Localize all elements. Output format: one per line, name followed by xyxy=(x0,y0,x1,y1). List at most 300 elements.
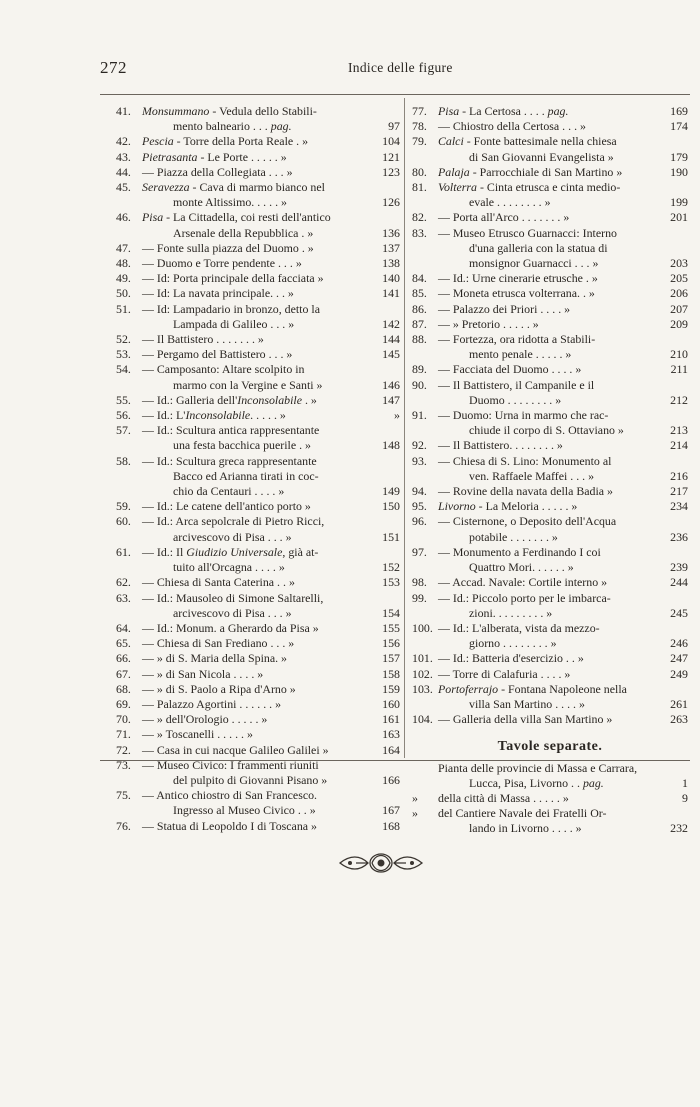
entry-page: 121 xyxy=(382,149,400,164)
entry-line xyxy=(116,651,400,666)
entry-page: 141 xyxy=(382,286,400,301)
entry-line xyxy=(116,347,400,362)
entry-text: — Id.: Scultura antica rappresentante xyxy=(142,423,320,438)
entry-number: 45. xyxy=(116,180,131,195)
index-entry xyxy=(116,697,400,712)
entry-page: 232 xyxy=(670,821,688,836)
entry-text: — Moneta etrusca volterrana. . » xyxy=(438,286,595,301)
ornament-tailpiece-icon xyxy=(336,846,426,880)
index-entry xyxy=(412,438,688,453)
entry-text: evale . . . . . . . . » xyxy=(469,195,551,210)
entry-number: 65. xyxy=(116,636,131,651)
entry-text: — » di S. Maria della Spina. » xyxy=(142,651,287,666)
entry-line xyxy=(116,697,400,712)
entry-line xyxy=(412,454,688,469)
entry-line xyxy=(116,317,400,332)
entry-line xyxy=(412,591,688,606)
entry-text: Ingresso al Museo Civico . . » xyxy=(173,803,316,818)
left-column xyxy=(116,104,400,834)
index-entry xyxy=(116,423,400,453)
index-entry xyxy=(412,499,688,514)
index-entry xyxy=(116,332,400,347)
entry-page: 156 xyxy=(382,636,400,651)
entry-text: del Cantiere Navale dei Fratelli Or- xyxy=(438,806,607,821)
entry-line xyxy=(116,484,400,499)
index-entry xyxy=(116,788,400,818)
entry-line xyxy=(412,134,688,149)
entry-text: Pianta delle provincie di Massa e Carrara, xyxy=(438,760,638,775)
entry-line xyxy=(116,210,400,225)
entry-line xyxy=(412,302,688,317)
entry-text: — Piazza della Collegiata . . . » xyxy=(142,164,293,179)
entry-page: 154 xyxy=(382,605,400,620)
index-entry xyxy=(116,682,400,697)
entry-number: 96. xyxy=(412,514,427,529)
index-entry xyxy=(412,332,688,362)
entry-text: giorno . . . . . . . . » xyxy=(469,636,557,651)
entry-page: 153 xyxy=(382,575,400,590)
entry-page: 203 xyxy=(670,256,688,271)
entry-page: » xyxy=(394,408,400,423)
entry-line xyxy=(412,256,688,271)
entry-line xyxy=(116,438,400,453)
entry-number: 104. xyxy=(412,712,433,727)
entry-number: » xyxy=(412,790,418,805)
entry-number: 71. xyxy=(116,727,131,742)
entry-page: 209 xyxy=(670,316,688,331)
entry-text: arcivescovo di Pisa . . . » xyxy=(173,605,292,620)
index-entry xyxy=(116,165,400,180)
entry-page: 263 xyxy=(670,712,688,727)
entry-text: Arsenale della Repubblica . » xyxy=(173,225,314,240)
entry-line xyxy=(412,332,688,347)
index-entry xyxy=(116,545,400,575)
entry-page: 126 xyxy=(382,195,400,210)
entry-page: 137 xyxy=(382,240,400,255)
index-entry xyxy=(116,743,400,758)
entry-line xyxy=(116,606,400,621)
index-entry xyxy=(412,378,688,408)
entry-line xyxy=(412,347,688,362)
entry-page: 179 xyxy=(670,149,688,164)
entry-page: 234 xyxy=(670,499,688,514)
entry-text: marmo con la Vergine e Santi » xyxy=(173,377,323,392)
entry-line xyxy=(116,119,400,134)
entry-line xyxy=(412,651,688,666)
index-entry xyxy=(412,591,688,621)
entry-number: 50. xyxy=(116,286,131,301)
entry-number: 67. xyxy=(116,666,131,681)
entry-text: Bacco ed Arianna tirati in coc- xyxy=(173,468,319,483)
entry-page: 157 xyxy=(382,651,400,666)
entry-text: Monsummano - Vedula dello Stabili- xyxy=(142,104,317,118)
index-entry xyxy=(116,667,400,682)
entry-page: 1 xyxy=(682,775,688,790)
entry-number: 49. xyxy=(116,271,131,286)
entry-line xyxy=(116,545,400,560)
entry-line xyxy=(412,195,688,210)
index-entry xyxy=(116,134,400,149)
entry-text: — Id.: Le catene dell'antico porto » xyxy=(142,499,311,514)
index-entry xyxy=(412,484,688,499)
entry-line xyxy=(412,636,688,651)
entry-text: — Accad. Navale: Cortile interno » xyxy=(438,575,608,590)
right-column xyxy=(412,104,688,837)
index-entry xyxy=(412,514,688,544)
entry-line xyxy=(116,712,400,727)
column-divider xyxy=(404,98,405,758)
entry-page: 159 xyxy=(382,681,400,696)
entry-line xyxy=(116,302,400,317)
entry-text: — Pergamo del Battistero . . . » xyxy=(142,347,293,362)
entry-line xyxy=(116,530,400,545)
entry-page: 236 xyxy=(670,529,688,544)
entry-number: 95. xyxy=(412,499,427,514)
entry-page: 152 xyxy=(382,560,400,575)
entry-number: 63. xyxy=(116,590,131,605)
entry-number: 99. xyxy=(412,590,427,605)
entry-line xyxy=(412,165,688,180)
entry-line xyxy=(116,393,400,408)
entry-line xyxy=(116,286,400,301)
entry-text: — Il Battistero. . . . . . . . » xyxy=(438,438,563,453)
entry-number: 94. xyxy=(412,484,427,499)
entry-page: 155 xyxy=(382,620,400,635)
entry-text: — » dell'Orologio . . . . . » xyxy=(142,712,268,727)
entry-page: 158 xyxy=(382,666,400,681)
entry-line xyxy=(412,667,688,682)
entry-line xyxy=(412,210,688,225)
entry-text: — Id.: Mausoleo di Simone Saltarelli, xyxy=(142,590,324,605)
entry-line xyxy=(412,226,688,241)
entry-number: 89. xyxy=(412,362,427,377)
index-entry xyxy=(412,408,688,438)
entry-text: — Casa in cui nacque Galileo Galilei » xyxy=(142,742,329,757)
entry-page: 123 xyxy=(382,164,400,179)
entry-line xyxy=(412,806,688,821)
entry-line xyxy=(412,621,688,636)
entry-line xyxy=(412,423,688,438)
entry-number: 83. xyxy=(412,225,427,240)
entry-line xyxy=(116,362,400,377)
section-title-tavole: Tavole separate. xyxy=(497,739,603,755)
entry-line xyxy=(412,761,688,776)
page-header xyxy=(100,58,690,82)
entry-page: 239 xyxy=(670,560,688,575)
entry-line xyxy=(116,271,400,286)
index-entry xyxy=(412,791,688,806)
entry-line xyxy=(116,408,400,423)
index-entry xyxy=(116,591,400,621)
entry-number: 81. xyxy=(412,180,427,195)
entry-number: 60. xyxy=(116,514,131,529)
entry-line xyxy=(412,606,688,621)
entry-text: — Id.: Galleria dell'Inconsolabile . » xyxy=(142,392,317,407)
index-entry xyxy=(116,514,400,544)
index-entry xyxy=(412,575,688,590)
entry-page: 9 xyxy=(682,790,688,805)
index-entry xyxy=(116,819,400,834)
entry-number: 57. xyxy=(116,423,131,438)
entry-page: 104 xyxy=(382,134,400,149)
entry-page: 207 xyxy=(670,301,688,316)
entry-line xyxy=(412,119,688,134)
entry-line xyxy=(116,560,400,575)
entry-line xyxy=(116,134,400,149)
entry-text: villa San Martino . . . . » xyxy=(469,696,585,711)
entry-page: 205 xyxy=(670,271,688,286)
entry-page: 214 xyxy=(670,438,688,453)
entry-page: 145 xyxy=(382,347,400,362)
entry-line xyxy=(412,438,688,453)
entry-line xyxy=(412,545,688,560)
entry-number: 86. xyxy=(412,301,427,316)
entry-text: — Fonte sulla piazza del Duomo . » xyxy=(142,240,314,255)
entry-text: — Chiesa di San Frediano . . . » xyxy=(142,636,295,651)
entry-number: 46. xyxy=(116,210,131,225)
entry-line xyxy=(412,378,688,393)
entry-page: 136 xyxy=(382,225,400,240)
entry-text: — Id: Lampadario in bronzo, detto la xyxy=(142,301,320,316)
index-entry xyxy=(412,454,688,484)
entry-number: 101. xyxy=(412,651,433,666)
entry-line xyxy=(116,226,400,241)
index-entry xyxy=(116,712,400,727)
entry-text: — Id.: Scultura greca rappresentante xyxy=(142,453,317,468)
entry-page: 201 xyxy=(670,210,688,225)
entry-number: 102. xyxy=(412,666,433,681)
entry-number: 91. xyxy=(412,408,427,423)
entry-page: 138 xyxy=(382,256,400,271)
entry-text: Pisa - La Cittadella, coi resti dell'antico xyxy=(142,210,331,225)
entry-text: — Fortezza, ora ridotta a Stabili- xyxy=(438,332,596,347)
entry-number: 55. xyxy=(116,392,131,407)
entry-number: 84. xyxy=(412,271,427,286)
entry-line xyxy=(412,469,688,484)
entry-number: 53. xyxy=(116,347,131,362)
index-entry xyxy=(412,621,688,651)
entry-number: 52. xyxy=(116,332,131,347)
entry-text: — » Pretorio . . . . . » xyxy=(438,316,539,331)
entry-text: di San Giovanni Evangelista » xyxy=(469,149,614,164)
entry-line xyxy=(412,317,688,332)
entry-number: 97. xyxy=(412,544,427,559)
entry-page: 261 xyxy=(670,696,688,711)
entry-text: — Id.: Il Giudizio Universale, già at- xyxy=(142,544,319,559)
entry-page: 174 xyxy=(670,119,688,134)
entry-page: 216 xyxy=(670,468,688,483)
bottom-rule xyxy=(100,760,690,761)
entry-page: 211 xyxy=(670,362,688,377)
entry-text: lando in Livorno . . . . » xyxy=(469,821,582,836)
entry-text: — Museo Civico: I frammenti riuniti xyxy=(142,757,319,772)
entry-line xyxy=(116,150,400,165)
entry-text: chiude il corpo di S. Ottaviano » xyxy=(469,423,624,438)
entry-text: mento penale . . . . . » xyxy=(469,347,572,362)
entry-text: Quattro Mori. . . . . . » xyxy=(469,560,574,575)
index-entry xyxy=(116,454,400,500)
entry-line xyxy=(116,256,400,271)
entry-line xyxy=(116,575,400,590)
entry-number: 100. xyxy=(412,620,433,635)
index-entry xyxy=(412,271,688,286)
entry-line xyxy=(412,241,688,256)
index-entry xyxy=(116,180,400,210)
entry-text: — Id.: Urne cinerarie etrusche . » xyxy=(438,271,598,286)
index-entry xyxy=(116,347,400,362)
entry-number: 68. xyxy=(116,681,131,696)
entry-line xyxy=(412,821,688,836)
index-entry xyxy=(116,286,400,301)
entry-line xyxy=(116,332,400,347)
entry-page: 164 xyxy=(382,742,400,757)
entry-page: 161 xyxy=(382,712,400,727)
entry-text: zioni. . . . . . . . . » xyxy=(469,605,553,620)
entry-number: 56. xyxy=(116,408,131,423)
entry-number: 62. xyxy=(116,575,131,590)
entry-line xyxy=(412,682,688,697)
index-entry xyxy=(116,210,400,240)
entry-page: 148 xyxy=(382,438,400,453)
entry-line xyxy=(116,378,400,393)
entry-text: Volterra - Cinta etrusca e cinta medio- xyxy=(438,180,621,195)
entry-line xyxy=(412,150,688,165)
entry-text: — Duomo: Urna in marmo che rac- xyxy=(438,408,609,423)
entry-text: — Id.: Monum. a Gherardo da Pisa » xyxy=(142,620,319,635)
entry-line xyxy=(116,773,400,788)
entry-text: della città di Massa . . . . . » xyxy=(438,790,569,805)
entry-text: — Il Battistero . . . . . . . » xyxy=(142,332,264,347)
index-entry xyxy=(412,651,688,666)
entry-page: 160 xyxy=(382,696,400,711)
index-entry xyxy=(412,712,688,727)
index-entry xyxy=(412,806,688,836)
index-entry xyxy=(412,317,688,332)
entry-page: 150 xyxy=(382,499,400,514)
entry-text: — Galleria della villa San Martino » xyxy=(438,712,613,727)
entry-text: — Id.: Arca sepolcrale di Pietro Ricci, xyxy=(142,514,325,529)
entry-number: 51. xyxy=(116,301,131,316)
index-entry xyxy=(116,408,400,423)
entry-text: Portoferrajo - Fontana Napoleone nella xyxy=(438,681,627,696)
entry-line xyxy=(116,803,400,818)
index-entry xyxy=(116,256,400,271)
entry-line xyxy=(412,271,688,286)
entry-text: ven. Raffaele Maffei . . . » xyxy=(469,468,595,483)
entry-text: — Id.: L'alberata, vista da mezzo- xyxy=(438,620,600,635)
entry-page: 190 xyxy=(670,164,688,179)
entry-text: — Cisternone, o Deposito dell'Acqua xyxy=(438,514,617,529)
running-title: Indice delle figure xyxy=(348,60,453,75)
entry-page: 217 xyxy=(670,484,688,499)
entry-number: 66. xyxy=(116,651,131,666)
page-number: 272 xyxy=(100,58,127,77)
entry-text: Pescia - Torre della Porta Reale . » xyxy=(142,134,309,149)
entry-page: 206 xyxy=(670,286,688,301)
entry-text: Pietrasanta - Le Porte . . . . . » xyxy=(142,149,287,164)
entry-text: Palaja - Parrocchiale di San Martino » xyxy=(438,164,623,179)
index-entry xyxy=(412,761,688,791)
entry-page: 142 xyxy=(382,316,400,331)
entry-number: 92. xyxy=(412,438,427,453)
entry-line xyxy=(116,636,400,651)
entry-text: — Palazzo Agortini . . . . . . » xyxy=(142,696,282,711)
index-entry xyxy=(412,210,688,225)
entry-line xyxy=(412,560,688,575)
entry-page: 146 xyxy=(382,377,400,392)
entry-number: 75. xyxy=(116,788,131,803)
top-rule xyxy=(100,94,690,95)
entry-text: Pisa - La Certosa . . . . pag. xyxy=(438,104,569,118)
index-entry xyxy=(116,621,400,636)
entry-page: 166 xyxy=(382,772,400,787)
entry-text: Calci - Fonte battesimale nella chiesa xyxy=(438,134,617,149)
index-entry xyxy=(116,758,400,788)
entry-number: 43. xyxy=(116,149,131,164)
entry-line xyxy=(412,776,688,791)
entry-page: 140 xyxy=(382,271,400,286)
entry-text: — Chiesa di S. Lino: Monumento al xyxy=(438,453,612,468)
entry-line xyxy=(412,791,688,806)
entry-text: — Id: Porta principale della facciata » xyxy=(142,271,324,286)
entry-number: 77. xyxy=(412,104,427,118)
entry-number: 93. xyxy=(412,453,427,468)
entry-page: 151 xyxy=(382,529,400,544)
entry-text: Seravezza - Cava di marmo bianco nel xyxy=(142,180,325,195)
entry-text: — Il Battistero, il Campanile e il xyxy=(438,377,595,392)
entry-text: — Rovine della navata della Badia » xyxy=(438,484,613,499)
entry-line xyxy=(412,499,688,514)
entry-line xyxy=(116,241,400,256)
entry-line xyxy=(412,530,688,545)
entry-number: 41. xyxy=(116,104,131,118)
entry-number: 98. xyxy=(412,575,427,590)
index-entry xyxy=(116,575,400,590)
index-entry xyxy=(116,362,400,392)
entry-number: » xyxy=(412,806,418,821)
entry-number: 103. xyxy=(412,681,433,696)
entry-text: — Chiesa di Santa Caterina . . » xyxy=(142,575,295,590)
index-entry xyxy=(412,104,688,119)
entry-text: — Monumento a Ferdinando I coi xyxy=(438,544,601,559)
entry-line xyxy=(116,743,400,758)
entry-page: 144 xyxy=(382,332,400,347)
entry-text: — » di San Nicola . . . . » xyxy=(142,666,264,681)
index-entry xyxy=(412,119,688,134)
index-entry xyxy=(116,302,400,332)
entry-text: — Statua di Leopoldo I di Toscana » xyxy=(142,818,317,833)
entry-line xyxy=(116,454,400,469)
entry-line xyxy=(116,621,400,636)
entry-line xyxy=(116,819,400,834)
index-entry xyxy=(412,667,688,682)
entry-line xyxy=(412,393,688,408)
entry-number: 48. xyxy=(116,256,131,271)
entry-number: 64. xyxy=(116,620,131,635)
entry-page: 199 xyxy=(670,195,688,210)
entry-page: 169 xyxy=(670,104,688,118)
entry-text: — » di S. Paolo a Ripa d'Arno » xyxy=(142,681,296,696)
entry-page: 249 xyxy=(670,666,688,681)
entry-text: tuito all'Orcagna . . . . » xyxy=(173,560,285,575)
entry-number: 70. xyxy=(116,712,131,727)
entry-number: 87. xyxy=(412,316,427,331)
entry-text: — Camposanto: Altare scolpito in xyxy=(142,362,305,377)
entry-number: 72. xyxy=(116,742,131,757)
entry-line xyxy=(116,788,400,803)
entry-number: 88. xyxy=(412,332,427,347)
entry-text: Lucca, Pisa, Livorno . . pag. xyxy=(469,775,604,790)
